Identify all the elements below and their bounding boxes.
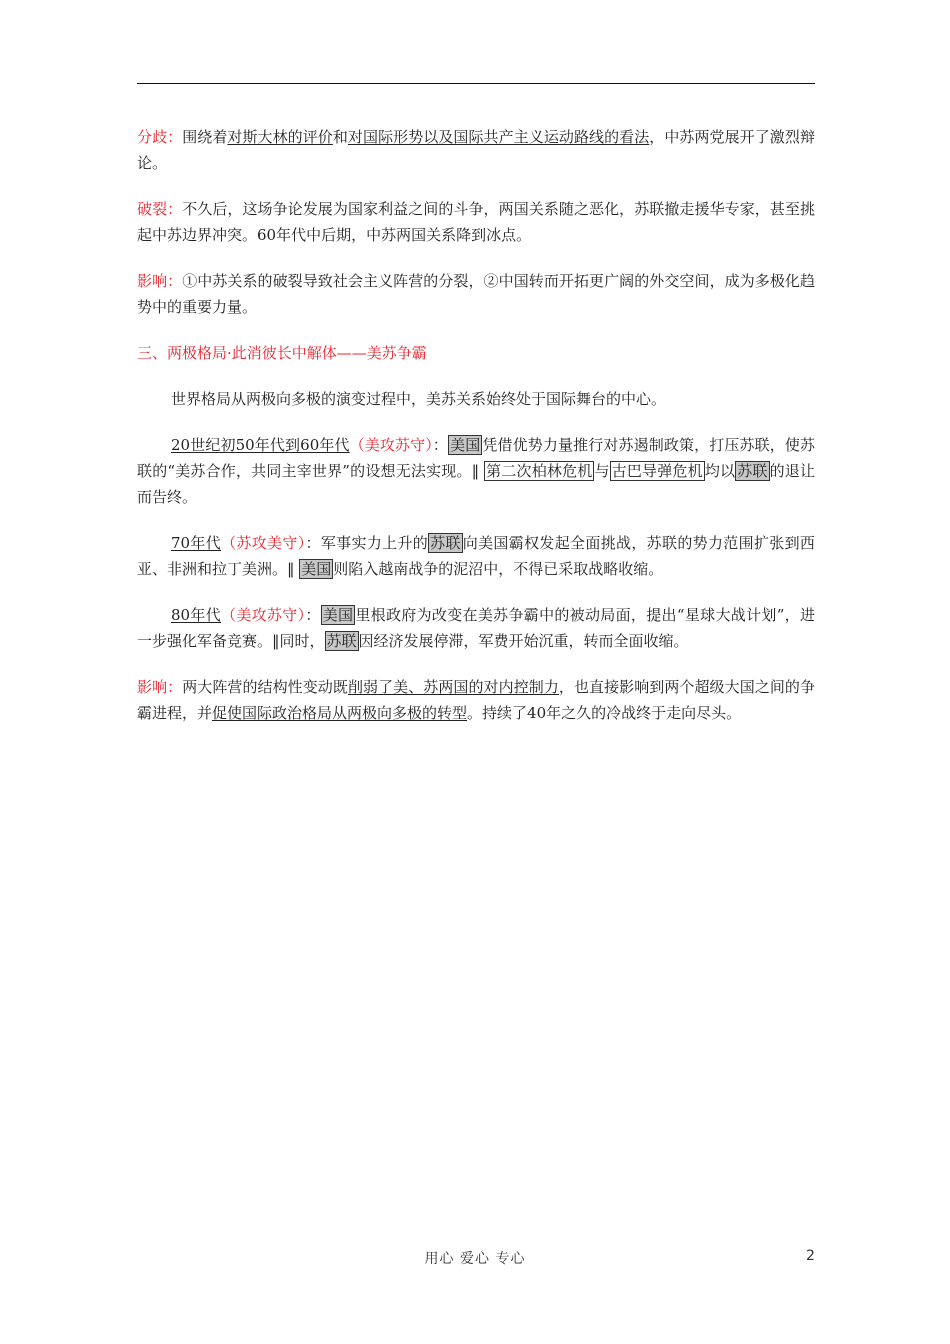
text: 里根政府为改变在美苏争霸中的被动局面，提出“星球大战计划”，进一步强化军备竞赛。‖同时， — [137, 606, 815, 650]
label-impact: 影响： — [137, 678, 183, 696]
label-rupture: 破裂： — [137, 200, 183, 218]
text: 向美国霸权发起全面挑战，苏联的势力范围扩张到西亚、非洲和拉丁美洲。‖ — [137, 534, 815, 578]
text: ： — [305, 606, 321, 624]
text: ，也直接影响到两个超级大国之间的争霸进程，并 — [137, 678, 815, 722]
paragraph-rupture — [137, 196, 815, 248]
boxed-ussr: 苏联 — [430, 534, 461, 552]
text: 围绕着 — [182, 128, 228, 146]
label-divergence: 分歧： — [137, 128, 183, 146]
underline-multipolar-transition: 促使国际政治格局从两极向多极的转型 — [212, 704, 468, 722]
boxed-ussr: 苏联 — [326, 632, 357, 650]
text: ，中苏两党展开了激烈辩论。 — [137, 128, 815, 172]
boxed-cuban-missile-crisis: 古巴导弹危机 — [611, 462, 703, 480]
text: ： — [305, 534, 321, 552]
text: 则陷入越南战争的泥沼中，不得已采取战略收缩。 — [333, 560, 664, 578]
underline-weakened-control: 削弱了美、苏两国的对内控制力 — [347, 678, 559, 696]
paragraph-impact-1 — [137, 268, 815, 320]
period-1970s: 70年代 — [171, 534, 222, 552]
label-impact: 影响： — [137, 272, 183, 290]
text: 因经济发展停滞，军费开始沉重，转而全面收缩。 — [358, 632, 689, 650]
text: 与 — [594, 462, 610, 480]
text: ①中苏关系的破裂导致社会主义阵营的分裂，②中国转而开拓更广阔的外交空间，成为多极化趋势中的重要力量。 — [137, 272, 815, 316]
paragraph-1970s — [137, 530, 815, 582]
boxed-usa: 美国 — [322, 606, 354, 624]
paragraph-1950s-60s — [137, 432, 815, 510]
stance-ussr-attack: （苏攻美守） — [221, 534, 306, 552]
text: 。持续了40年之久的冷战终于走向尽头。 — [467, 704, 742, 722]
boxed-usa: 美国 — [450, 436, 481, 454]
text: 不久后，这场争论发展为国家利益之间的斗争，两国关系随之恶化，苏联撤走援华专家，甚至挑起中苏边界冲突。60年代中后期，中苏两国关系降到冰点。 — [137, 200, 815, 244]
boxed-usa: 美国 — [301, 560, 332, 578]
period-1980s: 80年代 — [171, 606, 222, 624]
underline-stalin-evaluation: 对斯大林的评价 — [227, 128, 333, 146]
section-title: 三、两极格局·此消彼长中解体——美苏争霸 — [137, 344, 427, 362]
page-number: 2 — [806, 1248, 815, 1264]
text: 两大阵营的结构性变动既 — [182, 678, 348, 696]
paragraph-intro: 世界格局从两极向多极的演变过程中，美苏关系始终处于国际舞台的中心。 — [171, 390, 667, 408]
stance-us-attack: （美攻苏守） — [349, 436, 433, 454]
document-body — [137, 124, 815, 746]
text: 和 — [332, 128, 348, 146]
footer-motto: 用心 爱心 专心 — [424, 1251, 526, 1267]
paragraph-divergence — [137, 124, 815, 176]
header-rule — [137, 83, 815, 84]
paragraph-impact-2 — [137, 674, 815, 726]
stance-us-attack: （美攻苏守） — [221, 606, 306, 624]
boxed-ussr: 苏联 — [737, 462, 768, 480]
text: 的退让而告终。 — [137, 462, 815, 506]
period-1950s-60s: 20世纪初50年代到60年代 — [171, 436, 350, 454]
paragraph-1980s — [137, 602, 815, 654]
text: 凭借优势力量推行对苏遏制政策，打压苏联，使苏联的“美苏合作，共同主宰世界”的设想无法实现。‖ — [137, 436, 815, 480]
boxed-berlin-crisis: 第二次柏林危机 — [486, 462, 593, 480]
text: ： — [432, 436, 449, 454]
text: 军事实力上升的 — [320, 534, 429, 552]
underline-international-view: 对国际形势以及国际共产主义运动路线的看法 — [347, 128, 650, 146]
text: 均以 — [704, 462, 736, 480]
